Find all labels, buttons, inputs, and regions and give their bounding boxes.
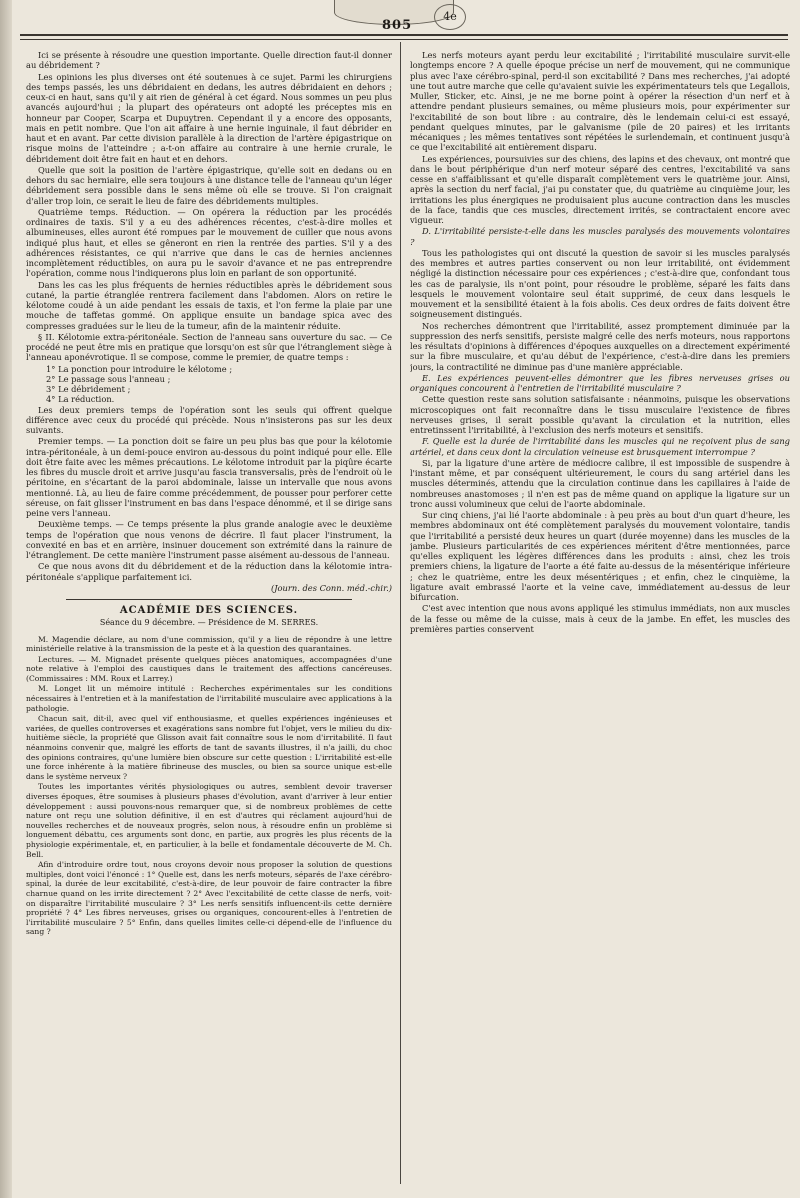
paragraph: M. Magendie déclare, au nom d'une commission, qu'il y a lieu de répondre à une lettre ministérielle relative à la transmission de la peste et à la question des quarantaines. [26, 634, 392, 654]
paragraph: Ici se présente à résoudre une question importante. Quelle direction faut-il donner au débridement ? [26, 50, 392, 71]
paragraph: Afin d'introduire ordre tout, nous croyons devoir nous proposer la solution de questions multiples, dont voici l'énoncé : 1° Quelle est, dans les nerfs moteurs, séparés de l'axe cérébro-spinal, la durée de leur excitabilité, c'est-à-dire, de leur pouvoir de faire contracter la fibre charnue quand on les irrite directement ? 2° Avec l'excitabilité de cette classe de nerfs, voit-on disparaître l'irritabilité musculaire ? 3° Les nerfs sensitifs influencent-ils cette dernière propriété ? 4° Les fibres nerveuses, grises ou organiques, concourent-elles à l'entretien de l'irritabilité musculaire ? 5° Enfin, dans quelles limites celle-ci dépend-elle de l'influence du sang ? [26, 860, 392, 937]
paragraph: § II. Kélotomie extra-péritonéale. Section de l'anneau sans ouverture du sac. — Ce procédé ne peut être mis en pratique que lorsqu'on est sûr que l'étranglement siège à l'anneau aponévrotique. Il se compose, comme le premier, de quatre temps : [26, 331, 392, 363]
paragraph: Toutes les importantes vérités physiologiques ou autres, semblent devoir traverser diverses époques, être soumises à plusieurs phases d'évolution, avant d'arriver à leur entier développement : aussi pouvons-nous remarquer que, si de nombreux problèmes de cette nature ont reçu une solution définitive, il en est d'autres qui réclament aujourd'hui de nouvelles recherches et de nouveaux progrès, selon nous, à résoudre enfin un problème si longuement débattu, ces arguments sont donc, en partie, aux progrès les plus récents de la physiologie expérimentale, et, en particulier, à la belle et fondamentale découverte de M. Ch. Bell. [26, 782, 392, 859]
paragraph: Les expériences, poursuivies sur des chiens, des lapins et des chevaux, ont montré que dans le bout périphérique d'un nerf moteur séparé des centres, l'excitabilité va sans cesse en s'affaiblissant et qu'elle disparaît complètement vers le quatrième jour. Ainsi, après la section du nerf facial, j'ai pu constater que, du quatrième au cinquième jour, les irritations les plus énergiques ne produisaient plus aucune contraction dans les muscles de la face, tandis que ces muscles, directement irrités, se contractaient encore avec vigueur. [410, 153, 790, 225]
list-item: 3° Le débridement ; [46, 384, 131, 394]
source-citation: (Journ. des Conn. méd.-chir.) [270, 582, 392, 593]
list-item: 2° Le passage sous l'anneau ; [46, 373, 171, 384]
column-divider [400, 42, 401, 1184]
paragraph: Les nerfs moteurs ayant perdu leur excitabilité ; l'irritabilité musculaire survit-elle longtemps encore ? A quelle époque précise un nerf de mouvement, qui ne communique plus avec l'axe cérébro-spinal, perd-il son excitabilité ? Dans mes recherches, j'ai adopté une tout autre marche que celle qu'avaient suivie les expérimentateurs tels que Legallois, Muller, Sticker, etc. Ainsi, je ne me borne point à opérer la résection d'un nerf et à attendre pendant plusieurs semaines, ou même plusieurs mois, pour expérimenter sur l'excitabilité de son bout libre : au contraire, dès le lendemain celui-ci est essayé, pendant quelques minutes, par le galvanisme (pile de 20 paires) et les irritants mécaniques ; les mêmes tentatives sont répétées le surlendemain, et continuent jusqu'à ce que l'excitabilité ait entièrement disparu. [410, 50, 790, 153]
section-separator [66, 599, 352, 600]
list-item: 1° La ponction pour introduire le kélotome ; [46, 363, 233, 374]
paragraph: Deuxième temps. — Ce temps présente la plus grande analogie avec le deuxième temps de l'opération que nous venons de décrire. Il faut placer l'instrument, la convexité en bas et en arrière, insinuer doucement son extrémité dans la rainure de l'étranglement. De cette manière l'instrument passe aisément au-dessous de l'anneau. [26, 519, 392, 560]
paragraph: Nos recherches démontrent que l'irritabilité, assez promptement diminuée par la suppression des nerfs sensitifs, persiste malgré celle des nerfs moteurs, nous rapportons les résultats d'opinions à différences d'époques auxquelles on a directement expérimenté sur la fibre musculaire, et qu'au début de l'expérience, c'est-à-dire dans les premiers jours, la contractilité ne diminue pas d'une manière appréciable. [410, 320, 790, 372]
right-column [410, 50, 790, 1184]
paragraph: Premier temps. — La ponction doit se faire un peu plus bas que pour la kélotomie intra-péritonéale, à un demi-pouce environ au-dessous du point indiqué pour elle. Elle doit être faite avec les mêmes précautions. Le kélotome introduit par la piqûre écarte les fibres du muscle droit et arrive jusqu'au fascia transversalis, près de l'endroit où le péritoine, en s'écartant de la paroi abdominale, laisse un intervalle que nous avons mentionné. Là, au lieu de faire comme précédemment, de pousser pour perforer cette séreuse, on fait glisser l'instrument en bas dans l'espace dénommé, et il se dirige sans peine vers l'anneau. [26, 436, 392, 518]
page-binding-edge [0, 0, 12, 1198]
subheading: E. Les expériences peuvent-elles démontrer que les fibres nerveuses grises ou organiques concourent à l'entretien de l'irritabilité musculaire ? [410, 372, 790, 393]
masthead [0, 0, 800, 46]
steps-list [26, 364, 392, 405]
page-number: 805 [382, 18, 413, 33]
list-item: 4° La réduction. [46, 394, 115, 405]
paragraph: Cette question reste sans solution satisfaisante : néanmoins, puisque les observations microscopiques ont fait reconnaître dans le tissu musculaire l'existence de fibres nerveuses grises, il serait possible qu'avant la circulation et la nutrition, elles entretinssent l'irritabilité, à l'exclusion des nerfs moteurs et sensitifs. [410, 394, 790, 435]
meeting-line: Séance du 9 décembre. — Présidence de M. SERRES. [99, 618, 319, 628]
paragraph: Les opinions les plus diverses ont été soutenues à ce sujet. Parmi les chirurgiens des temps passés, les uns débridaient en dedans, les autres débridaient en dehors ; ceux-ci en haut, sans qu'il y ait rien de général à cet égard. Nous sommes un peu plus avancés aujourd'hui ; la plupart des opérateurs ont adopté les préceptes mis en honneur par Cooper, Scarpa et Dupuytren. Cependant il y a encore des opposants, mais en petit nombre. Que l'on ait affaire à une hernie inguinale, il faut débrider en haut et en avant. Par cette division parallèle à la direction de l'artère épigastrique on risque moins de l'atteindre ; a-t-on affaire au contraire à une hernie crurale, le débridement doit être fait en haut et en dehors. [26, 71, 392, 164]
paragraph: Quatrième temps. Réduction. — On opérera la réduction par les procédés ordinaires de taxis. S'il y a eu des adhérences récentes, c'est-à-dire molles et albumineuses, elles auront été rompues par le mouvement de cuiller que nous avons indiqué plus haut, et elles se gêneront en rien la rentrée des parties. S'il y a des adhérences résistantes, ce qui n'arrive que dans le cas de hernies anciennes incomplètement réductibles, on aura pu le savoir d'avance et ne pas entreprendre l'opération, comme nous l'indiquerons plus loin en parlant de son opportunité. [26, 206, 392, 279]
paragraph: Quelle que soit la position de l'artère épigastrique, qu'elle soit en dedans ou en dehors du sac herniaire, elle sera toujours à une distance telle de l'anneau qu'un léger débridement sera possible dans le sens même où elle se trouve. Si l'on craignait d'aller trop loin, ce serait le lieu de faire des débridements multiples. [26, 164, 392, 206]
paragraph: Les deux premiers temps de l'opération sont les seuls qui offrent quelque différence avec ceux du procédé qui précède. Nous n'insisterons pas sur les deux suivants. [26, 404, 392, 435]
left-column [26, 50, 392, 1184]
paragraph: Chacun sait, dit-il, avec quel vif enthousiasme, et quelles expériences ingénieuses et variées, de quelles controverses et exagérations sans nombre fut l'objet, vers le milieu du dix-huitième siècle, la propriété que Glisson avait fait connaître sous le nom d'irritabilité. Il faut néanmoins convenir que, malgré les efforts de tant de savants illustres, il n'a jailli, du choc des opinions contraires, qu'une lumière bien obscure sur cette question : L'irritabilité est-elle une force inhérente à la matière fibrineuse des muscles, ou bien sa source unique est-elle dans le système nerveux ? [26, 714, 392, 781]
paragraph: Sur cinq chiens, j'ai lié l'aorte abdominale : à peu près au bout d'un quart d'heure, les membres abdominaux ont été complètement paralysés du mouvement volontaire, tandis que l'irritabilité a persisté deux heures un quart (durée moyenne) dans les muscles de la jambe. Plusieurs particularités de ces expériences méritent d'être mentionnées, parce qu'elles expliquent les légères différences dans les produits : ainsi, chez les trois premiers chiens, la ligature de l'aorte a été faite au-dessus de la mésentérique inférieure ; chez le quatrième, entre les deux mésentériques ; et enfin, chez le cinquième, la ligature avait embrassé l'aorte et la veine cave, immédiatement au-dessus de leur bifurcation. [410, 510, 790, 602]
paragraph: Si, par la ligature d'une artère de médiocre calibre, il est impossible de suspendre à l'instant même, et par conséquent ultérieurement, le cours du sang artériel dans les muscles déterminés, attendu que la circulation continue dans les capillaires à l'aide de nombreuses anastomoses ; il n'en est pas de même quand on applique la ligature sur un tronc aussi volumineux que celui de l'aorte abdominale. [410, 457, 790, 509]
academy-report [26, 635, 392, 937]
paragraph: Dans les cas les plus fréquents de hernies réductibles après le débridement sous cutané, la partie étranglée rentrera facilement dans l'abdomen. Alors on retire le kélotome coudé à un aide pendant les essais de taxis, et l'on ferme la plaie par une mouche de taffetas gommé. On applique ensuite un bandage spica avec des compresses graduées sur le lieu de la tumeur, afin de la maintenir réduite. [26, 279, 392, 331]
section-title: ACADÉMIE DES SCIENCES. [119, 605, 299, 616]
paragraph: C'est avec intention que nous avons appliqué les stimulus immédiats, non aux muscles de la fesse ou même de la cuisse, mais à ceux de la jambe. En effet, les muscles des premières parties conservent [410, 603, 790, 634]
edition-mark: 4e [434, 4, 466, 30]
paragraph: Lectures. — M. Mignadet présente quelques pièces anatomiques, accompagnées d'une note relative à l'emploi des caustiques dans le traitement des affections cancéreuses. (Commissaires : MM. Roux et Larrey.) [26, 654, 392, 683]
paragraph: Ce que nous avons dit du débridement et de la réduction dans la kélotomie intra-péritonéale s'applique parfaitement ici. [26, 561, 392, 582]
subheading: F. Quelle est la durée de l'irritabilité dans les muscles qui ne reçoivent plus de sang artériel, et dans ceux dont la circulation veineuse est brusquement interrompue ? [410, 436, 790, 457]
paragraph: Tous les pathologistes qui ont discuté la question de savoir si les muscles paralysés des membres et autres parties conservent ou non leur irritabilité, ont évidemment négligé la distinction nécessaire pour ces expériences ; c'est-à-dire que, confondant tous les cas de paralysie, ils n'ont point, pour résoudre le problème, séparé les faits dans lesquels le mouvement volontaire seul était supprimé, de ceux dans lesquels le mouvement et la sensibilité étaient à la fois abolis. Ces deux ordres de faits doivent être soigneusement distingués. [410, 247, 790, 320]
paragraph: M. Longet lit un mémoire intitulé : Recherches expérimentales sur les conditions nécessaires à l'entretien et à la manifestation de l'irritabilité musculaire avec applications à la pathologie. [26, 684, 392, 713]
subheading: D. L'irritabilité persiste-t-elle dans les muscles paralysés des mouvements volontaires ? [410, 226, 790, 247]
header-rule [20, 34, 788, 40]
